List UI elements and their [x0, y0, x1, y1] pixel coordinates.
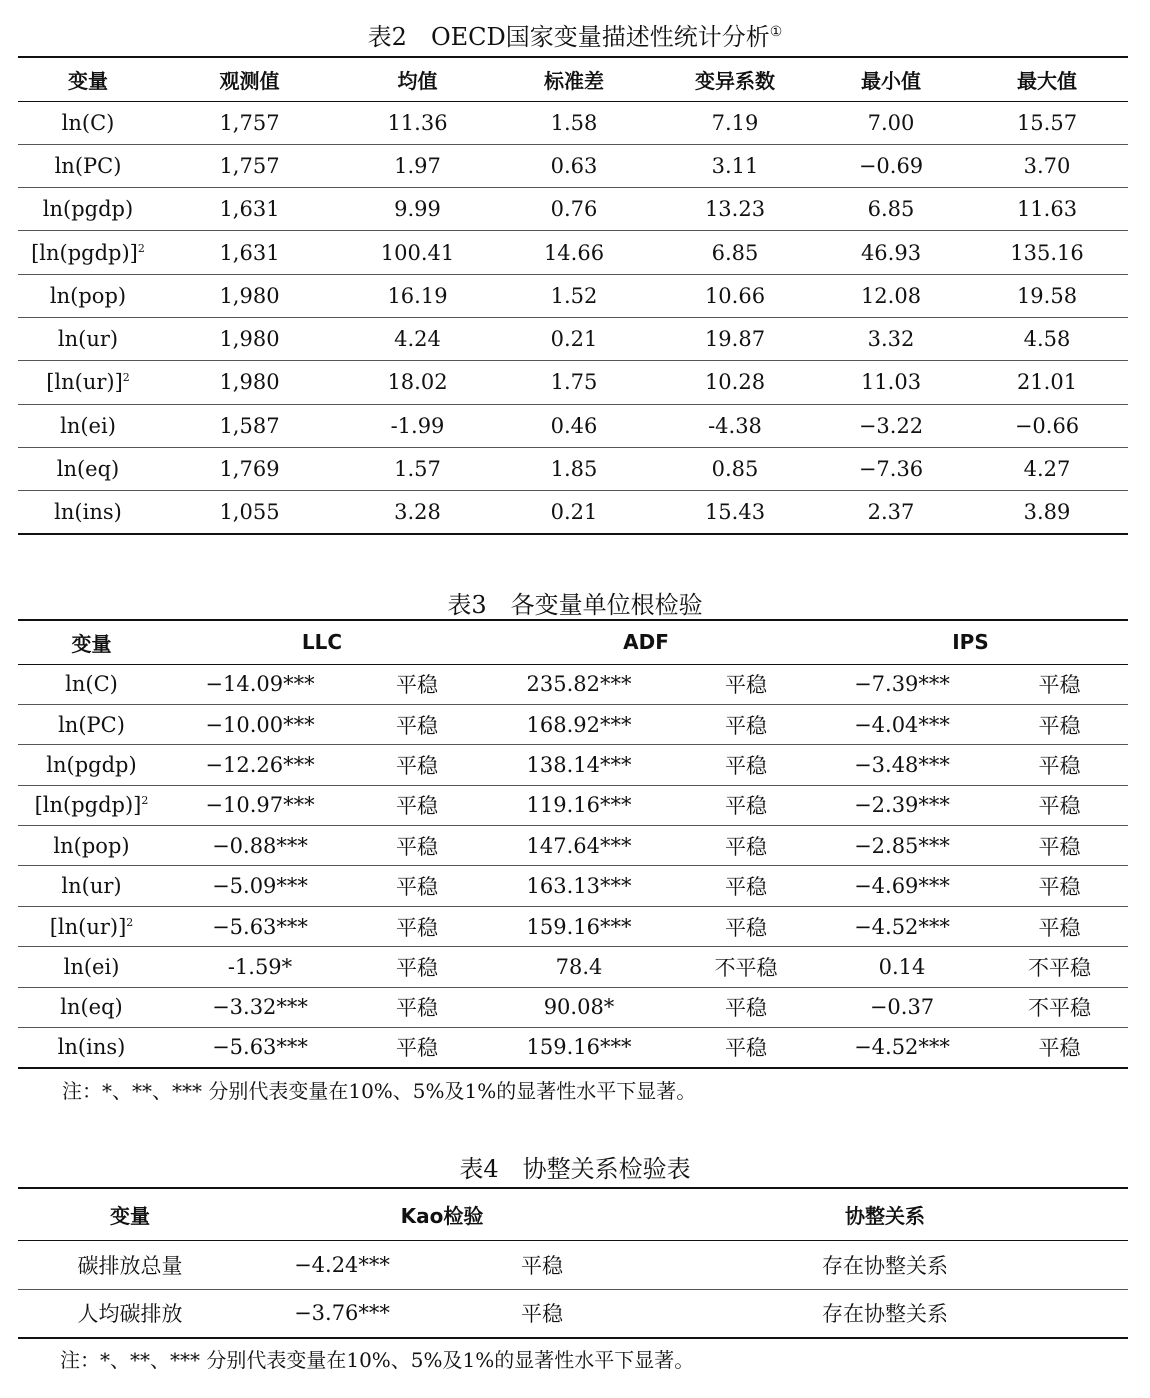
test-statistic: −3.48*** — [854, 752, 950, 777]
variable-superscript: 2 — [141, 794, 149, 808]
table-cell: 1.97 — [394, 153, 441, 178]
variable-name: ln(C) — [65, 672, 118, 697]
stationarity-status: 平稳 — [725, 1036, 767, 1061]
table-cell: 11.03 — [860, 370, 922, 395]
variable-cell — [18, 361, 158, 404]
table-cell: 0.21 — [550, 500, 598, 525]
table-cell: 0.46 — [550, 413, 598, 438]
table-cell: 13.23 — [704, 197, 766, 222]
variable-cell — [18, 664, 165, 704]
table-row — [18, 188, 1128, 231]
variable-cell — [18, 704, 165, 744]
table-cell: 0.76 — [550, 197, 598, 222]
stationarity-status: 平稳 — [396, 996, 438, 1021]
table2-header: 最大值 — [1017, 68, 1077, 93]
stationarity-status: 平稳 — [725, 875, 767, 900]
stationarity-status: 平稳 — [521, 1302, 563, 1327]
table3 — [18, 619, 1128, 1069]
cointegration-result: 存在协整关系 — [822, 1253, 948, 1278]
variable-name: ln(ur) — [57, 327, 119, 352]
table3-title: 表3 各变量单位根检验 — [447, 591, 703, 619]
table-cell: 14.66 — [543, 240, 605, 265]
test-statistic: 163.13*** — [526, 874, 632, 899]
table-cell: 7.19 — [711, 110, 759, 135]
table2-title: 表2 OECD国家变量描述性统计分析 — [367, 23, 770, 51]
table-cell: 1,980 — [219, 370, 280, 395]
table-cell: 0.63 — [550, 153, 598, 178]
variable-name: ln(pop) — [49, 283, 127, 308]
table-row — [18, 785, 1128, 825]
stationarity-status: 平稳 — [396, 673, 438, 698]
stationarity-status: 平稳 — [396, 753, 438, 778]
table-cell: 12.08 — [860, 283, 922, 308]
table-cell: −7.36 — [858, 457, 924, 482]
table-cell: 46.93 — [860, 240, 922, 265]
table-row — [18, 745, 1128, 785]
stationarity-status: 不平稳 — [714, 955, 778, 980]
table-cell: 1,769 — [219, 457, 280, 482]
variable-cell — [18, 317, 158, 360]
table3-header: 变量 — [71, 631, 112, 656]
variable-name: ln(eq) — [56, 457, 120, 482]
test-statistic: −0.88*** — [212, 833, 308, 858]
variable-cell — [18, 1028, 165, 1068]
variable-cell — [18, 947, 165, 987]
table-row — [18, 664, 1128, 704]
table-cell: 11.63 — [1016, 197, 1078, 222]
table-row — [18, 1240, 1128, 1289]
variable-cell — [18, 101, 158, 144]
table-row — [18, 1028, 1128, 1068]
test-statistic: -1.59* — [227, 954, 293, 979]
variable-name: ln(PC) — [54, 153, 122, 178]
variable-superscript: 2 — [137, 241, 145, 255]
table-cell: 100.41 — [380, 240, 455, 265]
variable-name: ln(pgdp) — [46, 752, 137, 777]
table-row — [18, 101, 1128, 144]
variable-name: ln(pgdp) — [42, 197, 134, 222]
test-statistic: −0.37 — [869, 995, 935, 1020]
kao-statistic: −4.24*** — [294, 1252, 390, 1277]
table-row — [18, 404, 1128, 447]
variable-name: ln(eq) — [60, 995, 123, 1020]
table-cell: −0.69 — [858, 153, 924, 178]
table-cell: 1.75 — [550, 370, 598, 395]
table-cell: 1,631 — [219, 197, 280, 222]
table-row — [18, 704, 1128, 744]
stationarity-status: 平稳 — [1038, 673, 1081, 698]
variable-name: ln(C) — [61, 110, 115, 135]
kao-statistic: −3.76*** — [294, 1301, 390, 1326]
table4-note: 注：*、**、*** 分别代表变量在10%、5%及1%的显著性水平下显著。 — [60, 1348, 695, 1372]
test-statistic: 168.92*** — [526, 712, 632, 737]
table-cell: 2.37 — [867, 500, 915, 525]
table-cell: 15.57 — [1016, 110, 1078, 135]
variable-name: [ln(pgdp)] — [34, 793, 142, 818]
test-statistic: −2.39*** — [854, 793, 950, 818]
table-cell: 3.70 — [1023, 153, 1071, 178]
cointegration-result: 存在协整关系 — [822, 1302, 948, 1327]
table-cell: -4.38 — [708, 413, 762, 438]
table-cell: 7.00 — [867, 110, 915, 135]
table-row — [18, 274, 1128, 317]
table-cell: 1,055 — [219, 500, 280, 525]
test-statistic: −10.97*** — [205, 793, 315, 818]
table3-header: LLC — [301, 630, 343, 655]
table4-header-row — [18, 1188, 1128, 1240]
variable-cell — [18, 987, 165, 1027]
variable-cell — [18, 144, 158, 187]
stationarity-status: 平稳 — [396, 875, 438, 900]
table-cell: 9.99 — [394, 197, 441, 222]
table-cell: 135.16 — [1010, 240, 1084, 265]
table-cell: 3.32 — [867, 327, 915, 352]
variable-superscript: 2 — [122, 371, 130, 385]
table3-header-row — [18, 620, 1128, 664]
test-statistic: −4.04*** — [854, 712, 950, 737]
stationarity-status: 平稳 — [521, 1253, 563, 1278]
stationarity-status: 平稳 — [725, 673, 767, 698]
variable-name: [ln(ur)] — [49, 914, 127, 939]
table-row — [18, 361, 1128, 404]
stationarity-status: 平稳 — [725, 713, 767, 738]
table-row — [18, 231, 1128, 274]
test-statistic: −5.63*** — [212, 1035, 308, 1060]
stationarity-status: 不平稳 — [1028, 996, 1091, 1021]
table2-header: 变异系数 — [695, 68, 775, 93]
table4-title: 表4 协整关系检验表 — [459, 1155, 691, 1183]
table-cell: 1.58 — [550, 110, 598, 135]
table4-header: 协整关系 — [845, 1203, 925, 1228]
table2-header: 观测值 — [219, 68, 280, 93]
table-cell: 1,587 — [219, 413, 280, 438]
stationarity-status: 不平稳 — [1028, 955, 1091, 980]
stationarity-status: 平稳 — [725, 915, 767, 940]
test-statistic: −2.85*** — [854, 833, 950, 858]
table4-header: Kao检验 — [400, 1203, 484, 1228]
table-cell: 6.85 — [711, 240, 759, 265]
variable-name: 碳排放总量 — [77, 1253, 183, 1278]
variable-name: ln(ei) — [60, 413, 116, 438]
table2-caption — [0, 17, 1150, 52]
table-cell: 21.01 — [1016, 370, 1078, 395]
table-cell: 3.11 — [711, 153, 759, 178]
table3-note: 注：*、**、*** 分别代表变量在10%、5%及1%的显著性水平下显著。 — [62, 1079, 697, 1103]
variable-cell — [18, 745, 165, 785]
test-statistic: 119.16*** — [526, 793, 632, 818]
variable-cell — [18, 1289, 242, 1338]
table-cell: −3.22 — [858, 413, 924, 438]
stationarity-status: 平稳 — [1038, 794, 1081, 819]
table-cell: 19.58 — [1016, 283, 1078, 308]
table-cell: 6.85 — [867, 197, 915, 222]
table-row — [18, 447, 1128, 490]
stationarity-status: 平稳 — [725, 996, 767, 1021]
test-statistic: −3.32*** — [212, 995, 308, 1020]
variable-name: [ln(pgdp)] — [31, 240, 138, 265]
table-cell: −0.66 — [1014, 413, 1080, 438]
stationarity-status: 平稳 — [1038, 834, 1081, 859]
table-cell: 19.87 — [704, 327, 766, 352]
stationarity-status: 平稳 — [396, 794, 438, 819]
test-statistic: 235.82*** — [526, 672, 632, 697]
variable-name: ln(ur) — [61, 874, 122, 899]
variable-cell — [18, 906, 165, 946]
variable-superscript: 2 — [126, 915, 134, 929]
test-statistic: 138.14*** — [526, 752, 632, 777]
variable-name: [ln(ur)] — [46, 370, 123, 395]
table-cell: 10.28 — [704, 370, 766, 395]
table2-header: 最小值 — [861, 68, 921, 93]
variable-cell — [18, 1240, 242, 1289]
test-statistic: −14.09*** — [205, 672, 315, 697]
test-statistic: 0.14 — [878, 954, 926, 979]
table-cell: 4.58 — [1023, 327, 1071, 352]
table-cell: 1,757 — [219, 110, 280, 135]
table-cell: 4.24 — [394, 327, 441, 352]
table2 — [18, 56, 1128, 535]
variable-name: 人均碳排放 — [77, 1302, 183, 1327]
table-cell: 3.28 — [394, 500, 441, 525]
variable-name: ln(pop) — [53, 833, 130, 858]
stationarity-status: 平稳 — [725, 834, 767, 859]
table-cell: 1,631 — [219, 240, 280, 265]
variable-cell — [18, 826, 165, 866]
test-statistic: 147.64*** — [526, 833, 632, 858]
table-row — [18, 144, 1128, 187]
variable-cell — [18, 491, 158, 534]
variable-name: ln(ei) — [63, 954, 120, 979]
test-statistic: −5.63*** — [212, 914, 308, 939]
stationarity-status: 平稳 — [725, 794, 767, 819]
test-statistic: 90.08* — [543, 995, 615, 1020]
variable-name: ln(ins) — [54, 500, 122, 525]
stationarity-status: 平稳 — [396, 834, 438, 859]
variable-cell — [18, 231, 158, 274]
table-row — [18, 317, 1128, 360]
stationarity-status: 平稳 — [1038, 713, 1081, 738]
table-row — [18, 947, 1128, 987]
table3-header: ADF — [623, 630, 669, 655]
stationarity-status: 平稳 — [1038, 1036, 1081, 1061]
table-cell: 4.27 — [1023, 457, 1071, 482]
test-statistic: 159.16*** — [526, 1035, 632, 1060]
table-cell: 1,980 — [219, 283, 280, 308]
table-cell: 0.85 — [711, 457, 759, 482]
variable-cell — [18, 188, 158, 231]
variable-name: ln(PC) — [58, 712, 125, 737]
test-statistic: 78.4 — [555, 954, 603, 979]
stationarity-status: 平稳 — [396, 915, 438, 940]
table-row — [18, 906, 1128, 946]
table-cell: 3.89 — [1023, 500, 1071, 525]
table-cell: 18.02 — [387, 370, 448, 395]
table-cell: -1.99 — [390, 413, 445, 438]
stationarity-status: 平稳 — [396, 1036, 438, 1061]
table4 — [18, 1187, 1128, 1339]
table2-footnote-mark: ① — [769, 24, 783, 40]
table-cell: 15.43 — [704, 500, 766, 525]
table4-header: 变量 — [110, 1203, 150, 1228]
test-statistic: −7.39*** — [854, 672, 950, 697]
stationarity-status: 平稳 — [396, 713, 438, 738]
table3-header: IPS — [952, 630, 989, 655]
table-cell: 1.52 — [550, 283, 598, 308]
stationarity-status: 平稳 — [396, 955, 438, 980]
table2-header: 变量 — [68, 68, 108, 93]
table-cell: 11.36 — [387, 110, 448, 135]
test-statistic: −5.09*** — [212, 874, 308, 899]
test-statistic: −10.00*** — [205, 712, 315, 737]
variable-cell — [18, 447, 158, 490]
table-cell: 10.66 — [704, 283, 766, 308]
table-row — [18, 1289, 1128, 1338]
table-cell: 1,757 — [219, 153, 280, 178]
variable-cell — [18, 785, 165, 825]
test-statistic: −12.26*** — [205, 752, 315, 777]
variable-cell — [18, 866, 165, 906]
table-row — [18, 987, 1128, 1027]
table-cell: 1,980 — [219, 327, 280, 352]
table-row — [18, 491, 1128, 534]
table-cell: 1.57 — [394, 457, 441, 482]
variable-cell — [18, 404, 158, 447]
test-statistic: −4.52*** — [854, 1035, 950, 1060]
stationarity-status: 平稳 — [1038, 875, 1081, 900]
table-cell: 16.19 — [387, 283, 448, 308]
table-cell: 1.85 — [550, 457, 598, 482]
table-cell: 0.21 — [550, 327, 598, 352]
table2-header-row — [18, 57, 1128, 101]
test-statistic: −4.52*** — [854, 914, 950, 939]
table-row — [18, 866, 1128, 906]
table2-header: 标准差 — [544, 68, 604, 93]
table2-header: 均值 — [397, 68, 438, 93]
stationarity-status: 平稳 — [725, 753, 767, 778]
table-row — [18, 826, 1128, 866]
stationarity-status: 平稳 — [1038, 915, 1081, 940]
variable-cell — [18, 274, 158, 317]
test-statistic: 159.16*** — [526, 914, 632, 939]
stationarity-status: 平稳 — [1038, 753, 1081, 778]
variable-name: ln(ins) — [57, 1035, 126, 1060]
test-statistic: −4.69*** — [854, 874, 950, 899]
